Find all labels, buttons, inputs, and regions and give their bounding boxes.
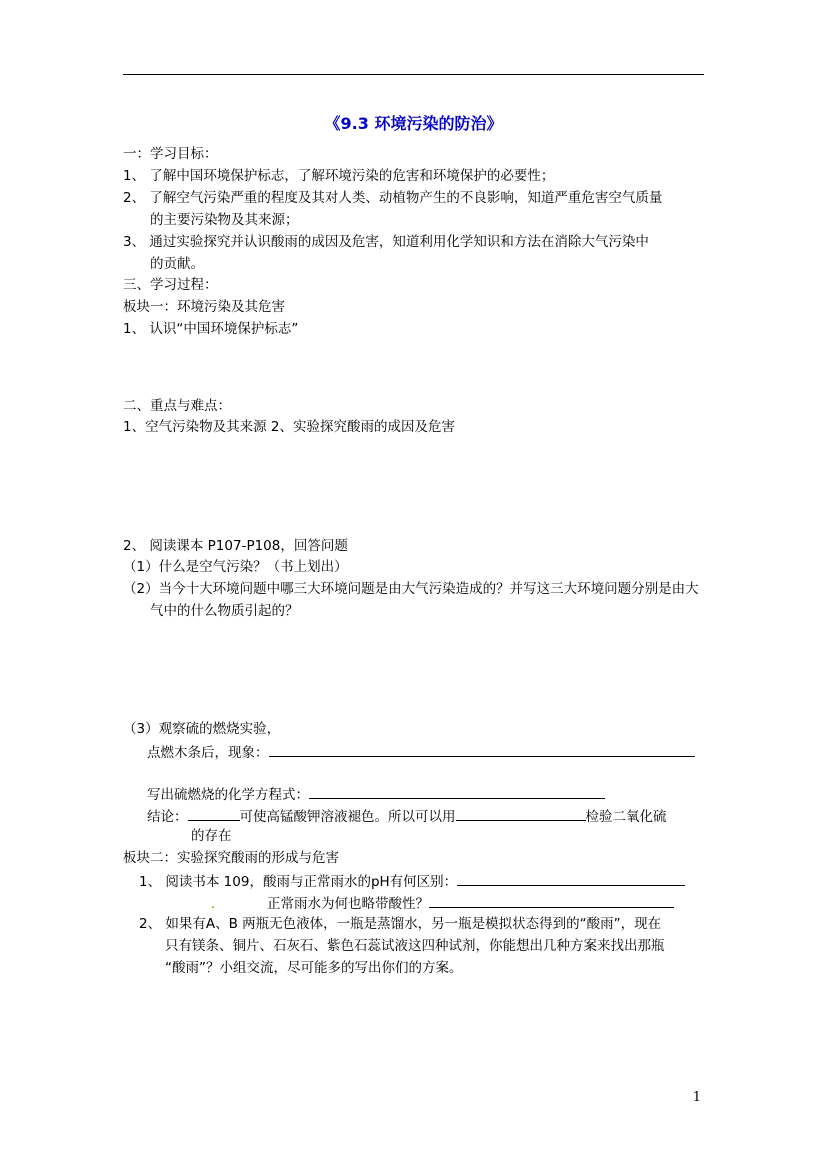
process-heading: 三、学习过程： xyxy=(123,277,218,293)
objective-item-continued: 的贡献。 xyxy=(150,256,204,272)
page-number: 1 xyxy=(692,1090,701,1105)
block2-item-2: 2、 如果有A、B 两瓶无色液体，一瓶是蒸馏水，另一瓶是模拟状态得到的“酸雨”，现在 xyxy=(139,916,662,932)
conclusion-text: 可使高锰酸钾溶液褪色。所以可以用 xyxy=(239,809,456,825)
block2-item-1-sub-text: 正常雨水为何也略带酸性？ xyxy=(267,896,429,912)
normal-rain-blank[interactable] xyxy=(429,893,674,908)
block2-item-2-continued: “酸雨”？小组交流，尽可能多的写出你们的方案。 xyxy=(165,960,463,976)
conclusion-line xyxy=(147,806,667,826)
block2-item-1-text: 1、 阅读书本 109，酸雨与正常雨水的pH有何区别： xyxy=(139,874,458,890)
equation-line xyxy=(147,784,605,804)
objective-item: 2、 了解空气污染严重的程度及其对人类、动植物产生的不良影响，知道严重危害空气质量 xyxy=(123,190,663,206)
equation-label: 写出硫燃烧的化学方程式： xyxy=(147,787,309,803)
objectives-heading: 一：学习目标： xyxy=(123,146,218,162)
conclusion-blank-2[interactable] xyxy=(456,806,586,821)
header-rule xyxy=(123,74,704,75)
key-points: 1、空气污染物及其来源 2、实验探究酸雨的成因及危害 xyxy=(123,419,455,435)
conclusion-label: 结论： xyxy=(147,809,188,825)
conclusion-blank-1[interactable] xyxy=(188,806,240,821)
objective-item-continued: 的主要污染物及其来源； xyxy=(150,212,299,228)
reading-item: 2、 阅读课本 P107-P108，回答问题 xyxy=(123,538,348,554)
block1-item: 1、 认识“中国环境保护标志” xyxy=(123,321,299,337)
page-title: 《9.3 环境污染的防治》 xyxy=(324,114,503,133)
block2-item-2-continued: 只有镁条、铜片、石灰石、紫色石蕊试液这四种试剂，你能想出几种方案来找出那瓶 xyxy=(165,938,665,954)
conclusion-text-end: 检验二氧化硫 xyxy=(585,809,667,825)
block2-item-1 xyxy=(139,871,685,891)
objective-item: 3、 通过实验探究并认识酸雨的成因及危害，知道利用化学知识和方法在消除大气污染中 xyxy=(123,234,649,250)
stray-mark xyxy=(212,906,214,908)
key-points-heading: 二、重点与难点： xyxy=(123,398,231,414)
objective-item: 1、 了解中国环境保护标志，了解环境污染的危害和环境保护的必要性； xyxy=(123,168,555,184)
block2-heading: 板块二：实验探究酸雨的形成与危害 xyxy=(123,850,339,866)
question-3: （3）观察硫的燃烧实验， xyxy=(123,721,281,737)
observation-label: 点燃木条后，现象： xyxy=(147,745,269,761)
question-1: （1）什么是空气污染？（书上划出） xyxy=(123,559,348,575)
conclusion-continued: 的存在 xyxy=(191,828,232,844)
observation-line xyxy=(147,742,695,762)
question-2-continued: 气中的什么物质引起的？ xyxy=(150,603,299,619)
observation-blank[interactable] xyxy=(269,742,695,757)
block1-heading: 板块一：环境污染及其危害 xyxy=(123,299,285,315)
equation-blank[interactable] xyxy=(309,784,605,799)
ph-difference-blank[interactable] xyxy=(457,871,685,886)
block2-item-1-sub xyxy=(267,893,674,913)
question-2: （2）当今十大环境问题中哪三大环境问题是由大气污染造成的？并写这三大环境问题分别是由大 xyxy=(123,581,699,597)
